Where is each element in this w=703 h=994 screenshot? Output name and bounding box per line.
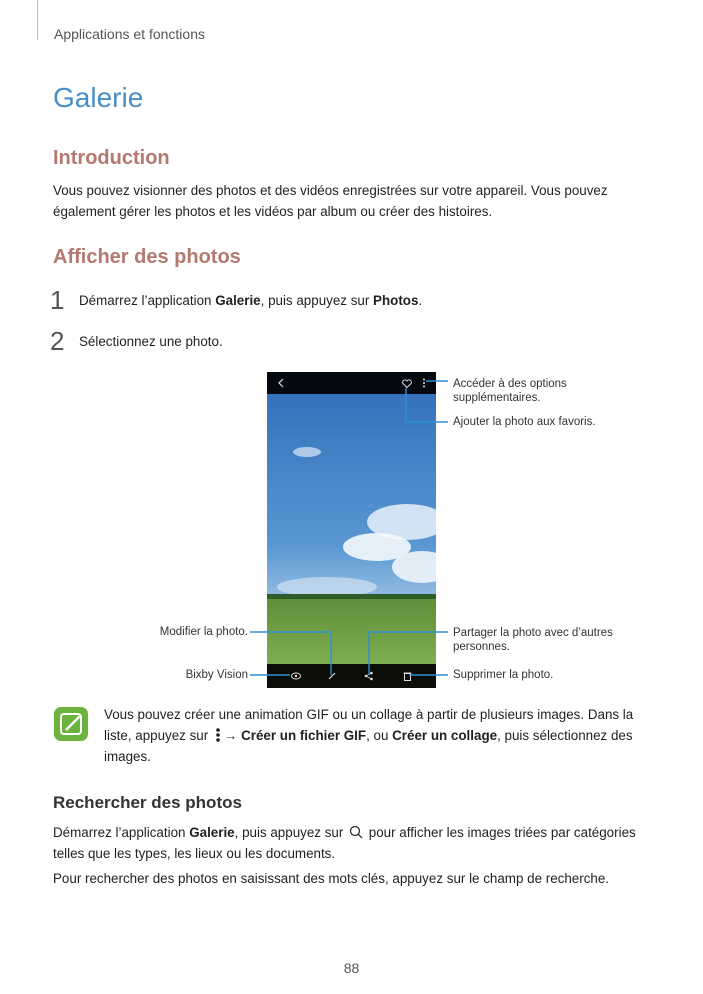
step-number-1: 1 xyxy=(50,285,65,315)
note-line-1: Vous pouvez créer une animation GIF ou un collage à partir de plusieurs images. Dans la xyxy=(104,707,634,722)
step-1-after: . xyxy=(418,293,423,308)
running-header: Applications et fonctions xyxy=(54,26,205,42)
heading-introduction: Introduction xyxy=(53,147,170,169)
note-line-2 xyxy=(104,725,634,746)
note-line-2-after: , puis sélectionnez des xyxy=(497,728,633,743)
note-arrow: → xyxy=(223,728,238,743)
note-text xyxy=(104,704,634,767)
search-icon xyxy=(349,824,363,838)
search-para-1-line-1 xyxy=(53,822,653,843)
note-create-gif: Créer un fichier GIF xyxy=(241,728,367,743)
callout-bixby: Bixby Vision xyxy=(185,669,248,681)
callout-more-options: Accéder à des options supplémentaires. xyxy=(453,378,567,404)
page-title: Galerie xyxy=(53,82,144,113)
leader-share xyxy=(369,632,448,675)
step-1-before: Démarrez l’application xyxy=(79,293,216,308)
search-paragraph-2: Pour rechercher des photos en saisissant des mots clés, appuyez sur le champ de recherche. xyxy=(53,871,609,886)
note-pencil-icon xyxy=(54,707,88,741)
note-create-collage: Créer un collage xyxy=(392,728,498,743)
step-1-app-name: Galerie xyxy=(215,293,261,308)
more-options-icon xyxy=(215,727,221,741)
intro-line-1: Vous pouvez visionner des photos et des vidéos enregistrées sur votre appareil. Vous pouvez xyxy=(53,183,608,198)
step-2-text: Sélectionnez une photo. xyxy=(79,334,223,349)
leader-edit xyxy=(250,632,331,675)
search-para-before: Démarrez l’application xyxy=(53,825,190,840)
heading-search-photos: Rechercher des photos xyxy=(53,793,242,812)
search-para-mid: , puis appuyez sur xyxy=(234,825,348,840)
note-mid: , ou xyxy=(366,728,393,743)
step-number-2: 2 xyxy=(50,326,65,356)
heading-view-photos: Afficher des photos xyxy=(53,246,241,268)
callout-share: Partager la photo avec d’autres personnes. xyxy=(453,627,613,653)
page-number: 88 xyxy=(343,960,360,976)
search-para-1-line-2: telles que les types, les lieux ou les documents. xyxy=(53,846,336,861)
note-line-2-before: liste, appuyez sur xyxy=(104,728,212,743)
callout-delete: Supprimer la photo. xyxy=(453,669,554,681)
search-para-app-name: Galerie xyxy=(189,825,235,840)
callout-favorite: Ajouter la photo aux favoris. xyxy=(453,416,596,428)
step-1-tab-name: Photos xyxy=(373,293,419,308)
step-1-middle: , puis appuyez sur xyxy=(260,293,374,308)
search-paragraph-1 xyxy=(53,822,653,864)
intro-line-2: également gérer les photos et les vidéos par album ou créer des histoires. xyxy=(53,204,493,219)
search-para-after: pour afficher les images triées par catégories xyxy=(365,825,636,840)
callout-edit: Modifier la photo. xyxy=(159,626,248,638)
note-line-3: images. xyxy=(104,749,151,764)
leader-favorite xyxy=(406,388,448,422)
